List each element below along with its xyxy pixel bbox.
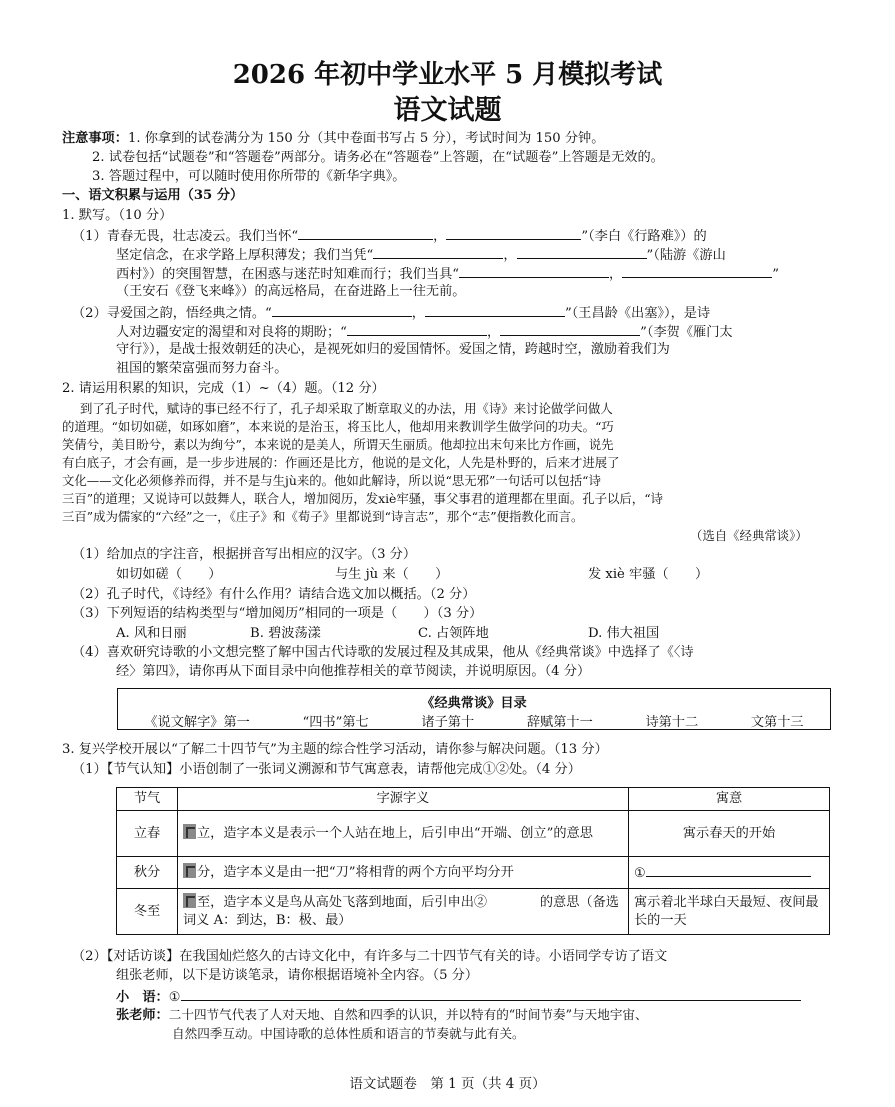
answer-blank[interactable] xyxy=(425,303,565,317)
ancient-glyph-icon xyxy=(183,824,196,839)
q3-stem: 3. 复兴学校开展以“了解二十四节气”为主题的综合性学习活动，请你参与解决问题。（13 分） xyxy=(62,742,608,757)
answer-blank[interactable] xyxy=(373,245,503,259)
table-header-row xyxy=(117,788,830,811)
q2-option-d: D. 伟大祖国 xyxy=(588,626,660,641)
table-row xyxy=(117,889,830,935)
column-header: 节气 xyxy=(117,788,178,811)
catalog-item: “四书”第七 xyxy=(302,715,369,730)
origin-cell: 至，造字本义是鸟从高处飞落到地面，后引申出② 的意思（备选词义 A：到达，B：极、最） xyxy=(178,889,629,935)
q1-p1-line1: （1）青春无畏，壮志凌云。我们当怀“ ， ”（李白《行路难》）的 xyxy=(72,226,707,246)
origin-cell: 立，造字本义是表示一个人站在地上，后引申出“开端、创立”的意思 xyxy=(178,811,629,857)
answer-blank[interactable] xyxy=(181,987,801,1001)
ancient-glyph-icon xyxy=(183,893,196,908)
q2-sub4-line1: （4）喜欢研究诗歌的小文想完整了解中国古代诗歌的发展过程及其成果，他从《经典常谈》中选择了《〈诗 xyxy=(72,645,694,660)
solar-term-table xyxy=(116,787,830,935)
term-cell: 立春 xyxy=(117,811,178,857)
answer-blank[interactable] xyxy=(500,322,640,336)
speaker-zhang: 张老师： xyxy=(116,1008,169,1023)
catalog-item: 辞赋第十一 xyxy=(526,715,593,730)
q2-stem: 2. 请运用积累的知识，完成（1）~（4）题。（12 分） xyxy=(62,381,385,396)
passage-line: 文化——文化必须修养而得，并不是与生jù来的。他如此解诗，所以说“思无邪”一句话可以包括“诗 xyxy=(62,473,601,488)
column-header: 字源字义 xyxy=(178,788,629,811)
meaning-cell: 寓示着北半球白天最短、夜间最长的一天 xyxy=(629,889,830,935)
q1-p1-line4: （王安石《登飞来峰》）的高远格局，在奋进路上一往无前。 xyxy=(116,284,466,299)
speaker-xiaoyu: 小 语： xyxy=(116,990,169,1005)
q2-sub4-line2: 经〉第四》，请你再从下面目录中向他推荐相关的章节阅读，并说明原因。（4 分） xyxy=(116,664,591,679)
notice-label: 注意事项： xyxy=(62,131,128,146)
table-row xyxy=(117,857,830,889)
answer-blank[interactable] xyxy=(272,303,412,317)
answer-blank[interactable] xyxy=(622,264,772,278)
q2-sub1-b: 与生 jù 来（ ） xyxy=(335,567,449,582)
passage-line: 笑倩兮，美目盼兮，素以为绚兮”，本来说的是美人，所谓天生丽质。他却拉出末句来比方作画，说先 xyxy=(62,437,614,452)
passage-line: 有白底子，才会有画，是一步步进展的：作画还是比方，他说的是文化，人先是朴野的，后来才进展了 xyxy=(62,455,620,470)
table-row xyxy=(117,811,830,857)
catalog-box xyxy=(117,688,831,730)
answer-blank[interactable] xyxy=(298,226,433,240)
q1-p2-line1: （2）寻爱国之韵，悟经典之情。“ ， ”（王昌龄《出塞》），是诗 xyxy=(72,303,710,323)
passage-line: 三百”的道理；又说诗可以鼓舞人，联合人，增加阅历，发xiè牢骚，事父事君的道理都在里面。孔子以后，“诗 xyxy=(62,491,663,506)
q3-sub2-line2: 组张老师，以下是访谈笔录，请你根据语境补全内容。（5 分） xyxy=(116,968,479,983)
q2-sub2: （2）孔子时代，《诗经》有什么作用？请结合选文加以概括。（2 分） xyxy=(72,587,476,602)
q3-sub2-line1: （2）【对话访谈】在我国灿烂悠久的古诗文化中，有许多与二十四节气有关的诗。小语同学专访了语文 xyxy=(72,949,668,964)
notice-item-1: 1. 你拿到的试卷满分为 150 分（其中卷面书写占 5 分），考试时间为 150 分钟。 xyxy=(127,131,605,146)
q1-p1-line3: 西村》）的突围智慧，在困惑与迷茫时知难而行；我们当具“ ， ” xyxy=(116,264,779,284)
q2-option-a: A. 风和日丽 xyxy=(116,626,187,641)
term-cell: 秋分 xyxy=(117,857,178,889)
column-header: 寓意 xyxy=(629,788,830,811)
notice-line-1 xyxy=(62,130,604,148)
dialogue-zhang-cont: 自然四季互动。中国诗歌的总体性质和语言的节奏就与此有关。 xyxy=(172,1026,525,1041)
catalog-item: 诗第十二 xyxy=(645,715,699,730)
passage-line: 三百”成为儒家的“六经”之一，《庄子》和《荀子》里都说到“诗言志”，那个“志”便指教化而言。 xyxy=(62,509,584,524)
passage-source: （选自《经典常谈》） xyxy=(690,528,808,543)
q1-stem: 1. 默写。（10 分） xyxy=(62,208,173,223)
passage-line: 到了孔子时代，赋诗的事已经不行了，孔子却采取了断章取义的办法，用《诗》来讨论做学问做人 xyxy=(80,401,613,416)
dialogue-zhang: 张老师：二十四节气代表了人对天地、自然和四季的认识，并以特有的“时间节奏”与天地宇宙、 xyxy=(116,1007,648,1023)
q1-p1-line2: 坚定信念，在求学路上厚积薄发；我们当凭“ ， ”（陆游《游山 xyxy=(116,245,726,265)
answer-blank[interactable] xyxy=(646,863,811,877)
q2-option-c: C. 占领阵地 xyxy=(418,626,489,641)
q3-sub1: （1）【节气认知】小语创制了一张词义溯源和节气寓意表，请帮他完成①②处。（4 分） xyxy=(72,762,581,777)
meaning-cell: 寓示春天的开始 xyxy=(629,811,830,857)
q1-p2-line3: 守行》），是战士报效朝廷的决心，是视死如归的爱国情怀。爱国之情，跨越时空，激励着我们为 xyxy=(116,342,670,357)
section-heading: 一、语文积累与运用（35 分） xyxy=(62,188,244,203)
q2-sub1-a: 如切如磋（ ） xyxy=(116,567,222,582)
exam-subtitle: 语文试题 xyxy=(393,95,502,126)
origin-cell: 分，造字本义是由一把“刀”将相背的两个方向平均分开 xyxy=(178,857,629,889)
passage-line: 的道理。“如切如磋，如琢如磨”，本来说的是治玉，将玉比人，他却用来教训学生做学问的功夫。“巧 xyxy=(62,419,614,434)
dialogue-xiaoyu: 小 语：① xyxy=(116,987,801,1007)
catalog-title: 《经典常谈》目录 xyxy=(421,696,527,711)
answer-blank[interactable] xyxy=(459,264,609,278)
q1-p2-line2: 人对边疆安定的渴望和对良将的期盼；“ ， ”（李贺《雁门太 xyxy=(116,322,733,342)
ancient-glyph-icon xyxy=(183,863,196,878)
catalog-items xyxy=(118,711,830,730)
catalog-item: 文第十三 xyxy=(750,715,804,730)
term-cell: 冬至 xyxy=(117,889,178,935)
q2-sub3: （3）下列短语的结构类型与“增加阅历”相同的一项是（ ）（3 分） xyxy=(72,606,483,621)
catalog-item: 《说文解字》第一 xyxy=(144,715,250,730)
q1-p2-line4: 祖国的繁荣富强而努力奋斗。 xyxy=(116,361,288,376)
notice-item-3: 3. 答题过程中，可以随时使用你所带的《新华字典》。 xyxy=(92,169,406,184)
q2-sub1-c: 发 xiè 牢骚（ ） xyxy=(588,567,709,582)
catalog-item: 诸子第十 xyxy=(421,715,475,730)
answer-blank[interactable] xyxy=(517,245,647,259)
q2-option-b: B. 碧波荡漾 xyxy=(250,626,321,641)
page-footer: 语文试题卷 第 1 页（共 4 页） xyxy=(349,1076,546,1092)
meaning-cell: ① xyxy=(629,857,830,889)
q2-sub1: （1）给加点的字注音，根据拼音写出相应的汉字。（3 分） xyxy=(72,547,417,562)
answer-blank[interactable] xyxy=(347,322,487,336)
exam-title: 2026 年初中学业水平 5 月模拟考试 xyxy=(232,60,663,90)
notice-item-2: 2. 试卷包括“试题卷”和“答题卷”两部分。请务必在“答题卷”上答题，在“试题卷”上答题是无效的。 xyxy=(92,150,664,165)
answer-blank[interactable] xyxy=(446,226,581,240)
